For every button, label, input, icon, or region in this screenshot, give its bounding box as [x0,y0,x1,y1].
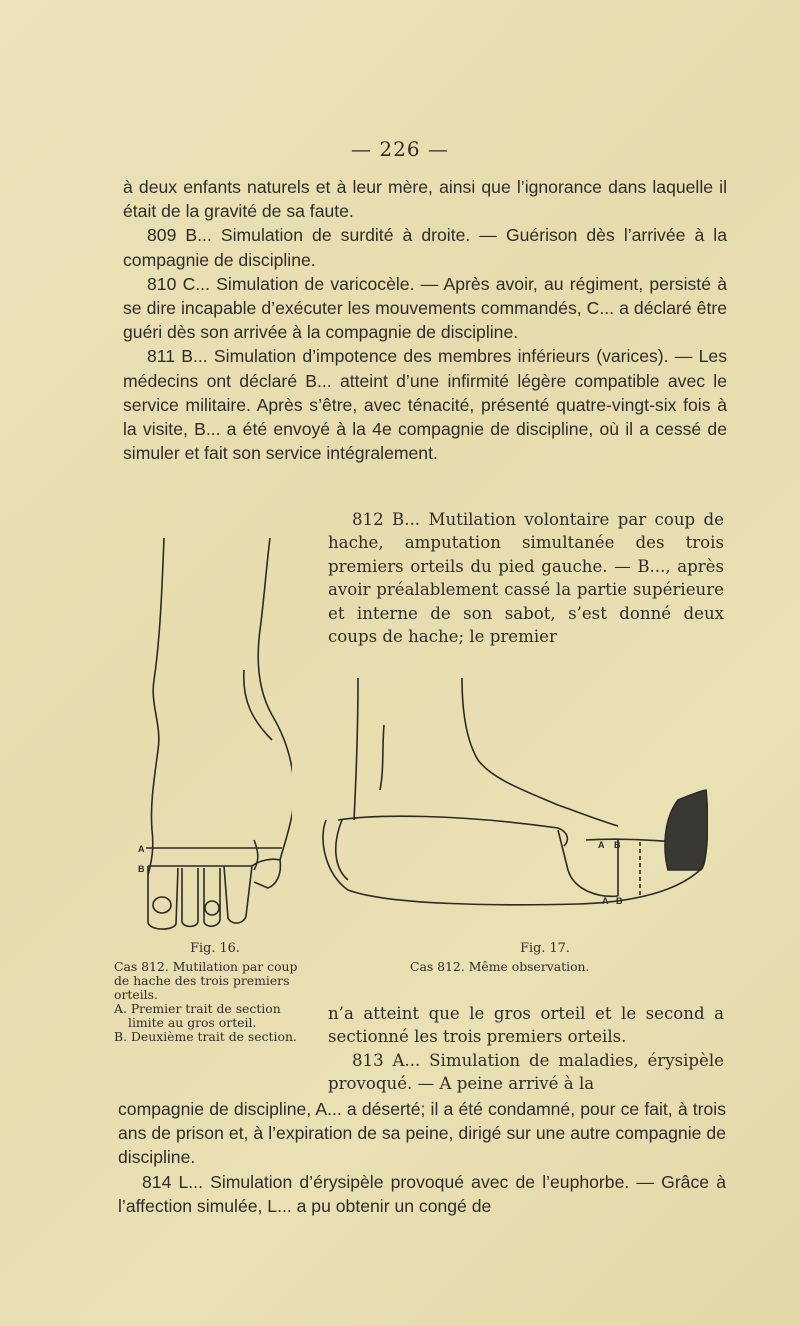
figure-17-letter-b-bottom: B [616,896,623,906]
page-number: — 226 — [351,137,449,161]
body-text-top [123,175,727,465]
figure-16-legend [114,1002,316,1044]
figure-16-legend-item: A. Premier trait de section limite au gros orteil. [114,1001,281,1030]
paragraph: 811 B... Simulation d’impotence des membres inférieurs (varices). — Les médecins ont déclaré B... atteint d’une infirmité légère compatible avec le service militaire. Après s’être, avec ténacité, présenté quatre-vingt-six fois à la visite, B... a été envoyé à la 4e compagnie de discipline, où il a cessé de simuler et fait son service intégralement. [123,346,727,464]
figure-16-drawing [132,530,292,940]
figure-16-label: Fig. 16. [190,941,240,956]
figure-17-letter-a-top: A [598,840,605,850]
figure-16-caption-text: Cas 812. Mutilation par coup de hache des trois premiers orteils. [114,959,298,1002]
figure-16-letter-b: B [138,864,145,874]
figure-17-drawing [318,670,708,930]
paragraph: à deux enfants naturels et à leur mère, ainsi que l’ignorance dans laquelle il était de la gravité de sa faute. [123,177,727,222]
paragraph: 810 C... Simulation de varicocèle. — Après avoir, au régiment, persisté à se dire incapable d’exécuter les mouvements commandés, C... a déclaré être guéri dès son arrivée à la compagnie de discipline. [123,273,727,343]
figure-16-caption [114,942,316,1044]
body-text-bottom [118,1097,726,1218]
paragraph: compagnie de discipline, A... a déserté; il a été condamné, pour ce fait, à trois ans de prison et, à l’expiration de sa peine, dirigé sur une autre compagnie de discipline. [118,1099,726,1168]
figure-16-letter-a: A [138,844,145,854]
figure-17-caption-text: Cas 812. Même observation. [410,959,590,974]
paragraph-813-start: 813 A... Simulation de maladies, érysipèle provoqué. — A peine arrivé à la [328,1050,724,1094]
paragraph-812-end: n’a atteint que le gros orteil et le second a sectionné les trois premiers orteils. 813 A... Simulation de maladies, érysipèle provoqué. — A peine arrivé à la [328,1002,724,1096]
figure-17-caption [410,942,680,974]
paragraph: 814 L... Simulation d’érysipèle provoqué avec de l’euphorbe. — Grâce à l’affection simulée, L... a pu obtenir un congé de [118,1171,726,1216]
paragraph: 809 B... Simulation de surdité à droite. — Guérison dès l’arrivée à la compagnie de discipline. [123,225,727,270]
figure-17-letter-a-bottom: A [602,896,609,906]
figure-17-letter-b-top: B [614,840,621,850]
figure-17-label: Fig. 17. [520,941,570,956]
paragraph-812-start: 812 B... Mutilation volontaire par coup de hache, amputation simultanée des trois premiers orteils du pied gauche. — B..., après avoir préalablement cassé la partie supérieure et interne de son sabot, s’est donné deux coups de hache; le premier [328,510,724,647]
figure-16-legend-item: B. Deuxième trait de section. [114,1029,297,1044]
